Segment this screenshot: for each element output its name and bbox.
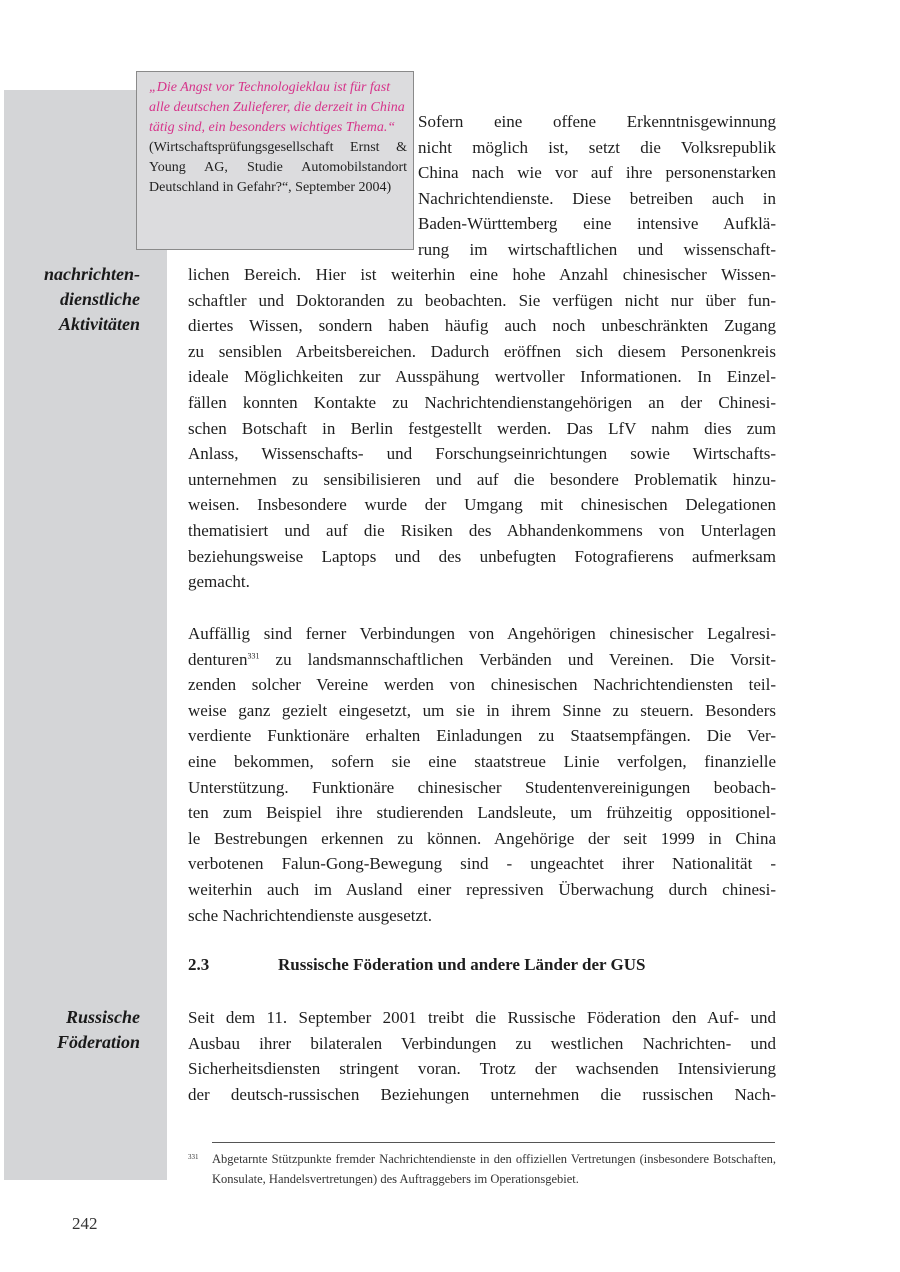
footnote-divider bbox=[212, 1142, 775, 1143]
footnote-text: Abgetarnte Stützpunkte fremder Nachrichtendienste in den offiziellen Vertretungen (insbesondere Botschaften, Konsulate, Handelsvertretungen) des Auftraggebers im Operationsgebiet. bbox=[212, 1152, 776, 1186]
paragraph-3: Seit dem 11. September 2001 treibt die Russische Föderation den Auf- und Ausbau ihrer bilateralen Verbindungen zu westlichen Nachrichten- und Sicherheitsdiensten stringent voran. Trotz der wachsenden Intensivierung der deutsch-russischen Beziehungen unternehmen die russischen Nach- bbox=[188, 1008, 776, 1104]
section-number: 2.3 bbox=[188, 955, 210, 974]
paragraph-1-full: lichen Bereich. Hier ist weiterhin eine hohe Anzahl chinesischer Wissen- schaftler und Doktoranden zu beobachten. Sie verfügen nicht nur über fun- diertes Wissen, sondern haben häufig auch noch unbeschränkten Zugang zu sensiblen Arbeitsbereichen. Dadurch eröffnen sich diesem Personenkreis ideale Möglichkeiten zur Ausspähung wertvoller Informationen. In Einzel- fällen konnten Kontakte zu Nachrichtendienstangehörigen an der Chinesi- schen Botschaft in Berlin festgestellt werden. Das LfV nahm dies zum Anlass, Wissenschafts- und Forschungseinrichtungen sowie Wirtschafts- unternehmen zu sensibilisieren und auf die besondere Problematik hinzu- weisen. Insbesondere wurde der Umgang mit chinesischen Delegationen thematisiert und auf die Risiken des Abhandenkommens von Unterlagen beziehungsweise Laptops und des unbefugten Fotografierens aufmerksam gemacht. bbox=[188, 265, 776, 592]
quote-text: „Die Angst vor Technologieklau ist für fast alle deutschen Zulieferer, die derzeit in China tätig sind, ein besonders wichtiges Thema.“ bbox=[149, 80, 405, 135]
section-title: Russische Föderation und andere Länder der GUS bbox=[278, 955, 646, 974]
margin-note-russische-foederation: Russische Föderation bbox=[56, 1007, 140, 1052]
paragraph-2: Auffällig sind ferner Verbindungen von Angehörigen chinesischer Legalresi- denturen$^{331}$ zu landsmannschaftlichen Verbänden und Vereinen. Die Vorsit- zenden solcher Vereine werden von chinesischen Nachrichtendiensten teil- weise ganz gezielt eingesetzt, um sie in ihrem Sinne zu steuern. Besonders verdiente Funktionäre erhalten Einladungen zu Staatsempfängen. Die Ver- eine bekommen, sofern sie eine staatstreue Linie verfolgen, finanzielle Unterstützung. Funktionäre chinesischer Studentenvereinigungen beobach- ten zum Beispiel ihre studierenden Landsleute, um frühzeitig oppositionel- le Bestrebungen erkennen zu können. Angehörige der seit 1999 in China verbotenen Falun-Gong-Bewegung sind - ungeachtet ihrer Nationalität - weiterhin auch im Ausland einer repressiven Überwachung durch chinesi- sche Nachrichtendienste ausgesetzt. bbox=[188, 624, 776, 925]
page-number: 242 bbox=[72, 1214, 98, 1233]
footnote bbox=[188, 1149, 776, 1189]
quote-box bbox=[136, 71, 414, 250]
paragraph-1-wrapped: Sofern eine offene Erkenntnisgewinnung nicht möglich ist, setzt die Volksrepublik China nach wie vor auf ihre personenstarken Nachrichtendienste. Diese betreiben auch in Baden-Württemberg eine intensive Aufklä- rung im wirtschaftlichen und wissenschaft- bbox=[418, 112, 776, 259]
paragraph-2-line-with-footnote: denturen$^{331}$ zu landsmannschaftlichen Verbänden und Vereinen. Die Vorsit- bbox=[188, 649, 776, 669]
footnote-reference[interactable]: 331 bbox=[247, 650, 260, 660]
margin-note-nachrichtendienstliche-aktivitaeten: nachrichten- dienstliche Aktivitäten bbox=[43, 264, 140, 334]
quote-source: (Wirtschaftsprüfungsgesellschaft Ernst & Young AG, Studie Automobilstandort Deutschland in Gefahr?“, September 2004) bbox=[149, 140, 407, 195]
footnote-number: 331 bbox=[188, 1153, 199, 1161]
section-heading bbox=[188, 955, 645, 975]
